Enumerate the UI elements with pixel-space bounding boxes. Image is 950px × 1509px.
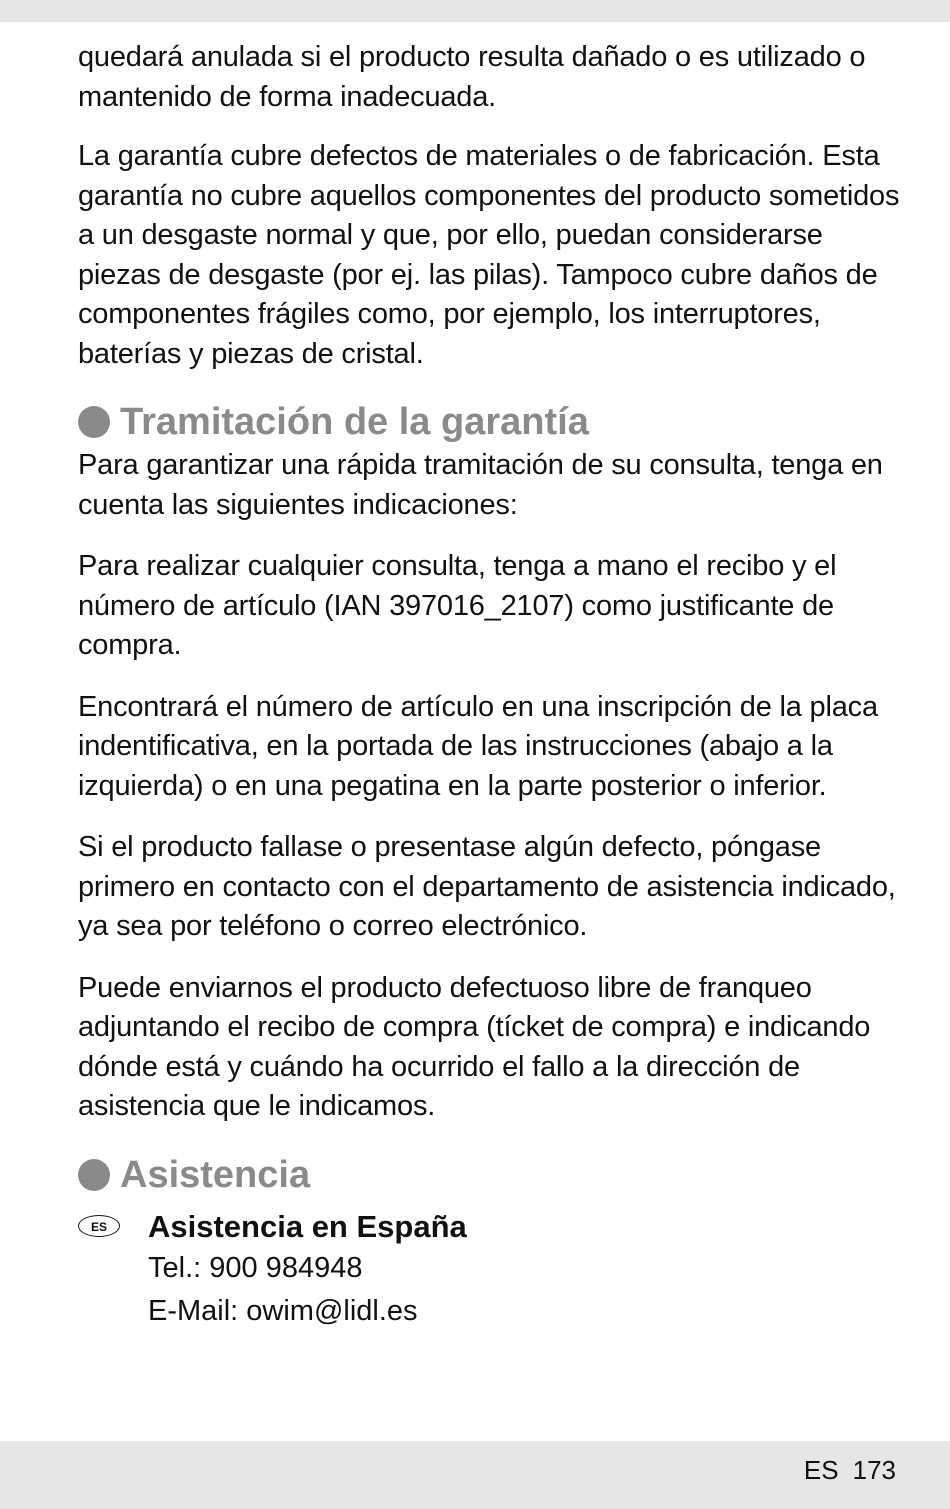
paragraph-warranty-void: quedará anulada si el producto resulta dañado o es utilizado o mantenido de forma inadecuada. — [78, 41, 866, 113]
country-badge-es: ES — [78, 1215, 120, 1237]
paragraph-warranty-5: Puede enviarnos el producto defectuoso libre de franqueo adjuntando el recibo de compra (tícket de compra) e indicando dónde está y cuándo ha ocurrido el fallo a la dirección de asistencia que le indicamos. — [78, 971, 871, 1122]
paragraph-warranty-3: Encontrará el número de artículo en una inscripción de la placa indentificativa, en la portada de las instrucciones (abajo a la izquierda) o en una pegatina en la parte posterior o inferior. — [78, 690, 878, 802]
section-heading-warranty — [78, 400, 908, 444]
footer — [0, 1441, 950, 1509]
paragraph-warranty-4: Si el producto fallase o presentase algún defecto, póngase primero en contacto con el departamento de asistencia indicado, ya sea por teléfono o correo electrónico. — [78, 831, 896, 942]
footer-language: ES — [803, 1455, 839, 1485]
section-heading-support — [78, 1153, 908, 1197]
paragraph-warranty-coverage: La garantía cubre defectos de materiales o de fabricación. Esta garantía no cubre aquellos componentes del producto sometidos a un desgaste normal y que, por ello, puedan considerarse piezas de desgaste (por ej. las pilas). Tampoco cubre daños de componentes frágiles como, por ejemplo, los interruptores, baterías y piezas de cristal. — [78, 140, 900, 370]
section-heading-support-text: Asistencia — [120, 1153, 311, 1196]
support-email: E-Mail: owim@lidl.es — [148, 1294, 418, 1327]
paragraph-warranty-1: Para garantizar una rápida tramitación de su consulta, tenga en cuenta las siguientes indicaciones: — [78, 449, 883, 521]
paragraph-warranty-2: Para realizar cualquier consulta, tenga a mano el recibo y el número de artículo (IAN 397016_2107) como justificante de compra. — [78, 550, 837, 661]
support-title: Asistencia en España — [148, 1208, 467, 1244]
bullet-icon — [78, 406, 110, 438]
support-contact-block — [78, 1207, 908, 1333]
footer-page-number: 173 — [852, 1455, 896, 1485]
section-heading-warranty-text: Tramitación de la garantía — [120, 401, 589, 443]
footer-text — [804, 1455, 896, 1486]
bullet-icon — [78, 1159, 110, 1191]
page-content — [78, 38, 908, 1333]
top-band — [0, 0, 950, 22]
support-phone: Tel.: 900 984948 — [148, 1251, 363, 1284]
